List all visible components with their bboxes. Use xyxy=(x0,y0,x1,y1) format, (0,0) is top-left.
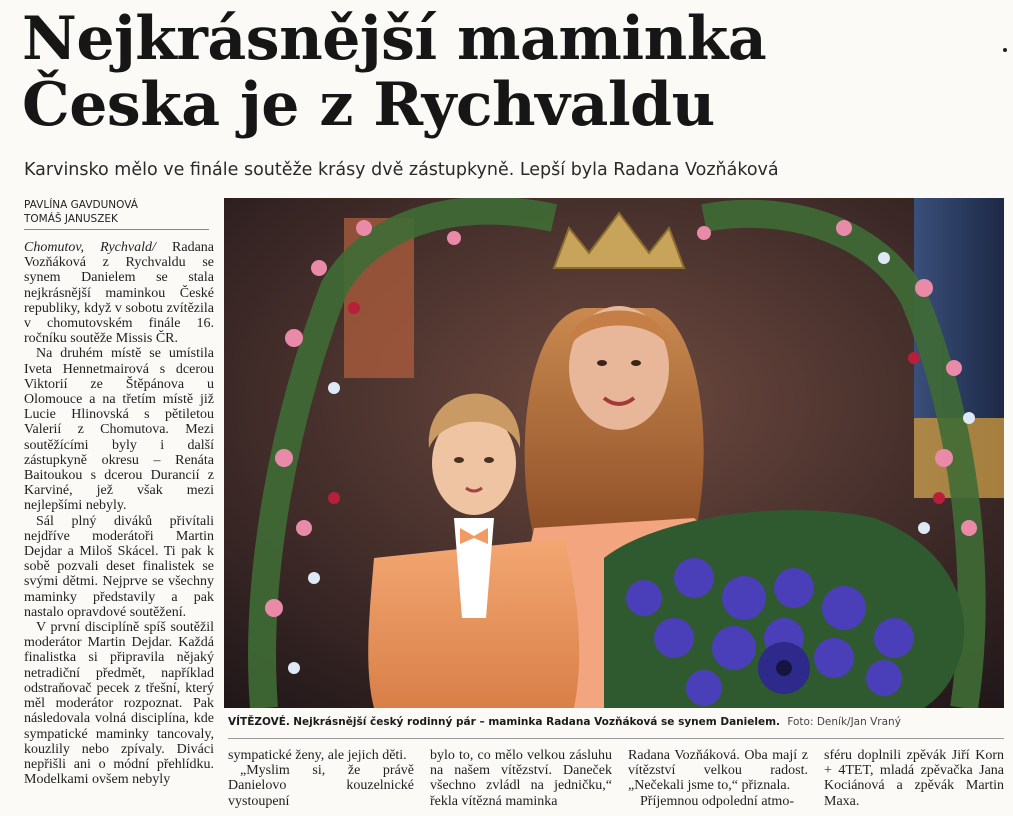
author-1: PAVLÍNA GAVDUNOVÁ xyxy=(24,199,138,211)
article-column-1 xyxy=(24,240,214,816)
caption-lead: VÍTĚZOVÉ. xyxy=(228,716,290,728)
caption-credit: Foto: Deník/Jan Vraný xyxy=(787,716,901,728)
caption-rule xyxy=(228,738,1004,739)
headline-line-1: Nejkrásnější maminka xyxy=(22,4,767,74)
author-2: TOMÁŠ JANUSZEK xyxy=(24,213,118,225)
margin-dot xyxy=(1003,48,1007,52)
article-photo xyxy=(224,198,1004,708)
col4-paragraph-2: Příjemnou odpolední atmo- xyxy=(640,793,794,809)
col2-paragraph-1: sympatické ženy, ale jejich děti. xyxy=(228,748,407,763)
photo-illustration xyxy=(224,198,1004,708)
article-column-5 xyxy=(824,748,1004,816)
paragraph-1 xyxy=(24,240,214,346)
col2-paragraph-2: „Myslim si, že právě Danielovo kouzelnické vystoupení xyxy=(228,763,414,809)
col5-paragraph-1: sféru doplnili zpěvák Jiří Korn + 4TET, mladá zpěvačka Jana Kociánová a zpěvák Martin Maxa. xyxy=(824,748,1004,809)
col4-paragraph-1: Radana Vozňáková. Oba mají z vítězství velkou radost. „Nečekali jsme to,“ přiznala. xyxy=(628,748,808,794)
col3-paragraph-1: bylo to, co mělo velkou zásluhu na našem vítězství. Daneček všechno zvládl na jedničku,“ řekla vítězná maminka xyxy=(430,748,612,809)
caption-text: Nejkrásnější český rodinný pár – maminka Radana Vozňáková se synem Danielem. xyxy=(293,716,780,728)
headline xyxy=(22,6,1002,138)
paragraph-2: Na druhém místě se umístila Iveta Hennetmairová s dcerou Viktorií ze Štěpánova u Olomouce a na třetím místě již Lucie Hlinovská s pětiletou Valerií z Chomutova. Mezi soutěžícími byly i další zástupkyně okresu – Renáta Baitoukou s dcerou Durancií z Karviné, jež však mezi nejlepšími nebyly. xyxy=(24,346,214,514)
article-column-3 xyxy=(430,748,612,816)
paragraph-4: V první disciplíně spíš soutěžil moderátor Martin Dejdar. Každá finalistka si připravila nějaký netradiční předmět, například odstraňovač pecek z třešní, který měl moderátor rozpoznat. Pak následovala volná disciplína, kde sympatické maminky tancovaly, kouzlily nebo zpívaly. Diváci nepřišli ani o módní přehlídku. Modelkami ovšem nebyly xyxy=(24,620,214,788)
dateline: Chomutov, Rychvald/ xyxy=(24,240,156,255)
article-column-4 xyxy=(628,748,808,816)
byline-rule xyxy=(24,229,209,230)
article-column-2 xyxy=(228,748,414,816)
paragraph-1-text: Radana Vozňáková z Rychvaldu se synem Danielem se stala nejkrásnější maminkou České republiky, když v sobotu zvítězila v chomutovském finále 16. ročníku soutěže Missis ČR. xyxy=(24,240,214,347)
byline xyxy=(24,198,214,230)
subheadline: Karvinsko mělo ve finále soutěže krásy dvě zástupkyně. Lepší byla Radana Vozňáková xyxy=(24,160,779,180)
headline-line-2: Česka je z Rychvaldu xyxy=(22,70,715,140)
paragraph-3: Sál plný diváků přivítali nejdříve moderátoři Martin Dejdar a Miloš Skácel. Ti pak k sobě pozvali deset finalistek se svými dětmi. Nejprve se všechny maminky představily a pak nastalo opravdové soutěžení. xyxy=(24,513,214,620)
photo-caption xyxy=(228,716,1004,728)
